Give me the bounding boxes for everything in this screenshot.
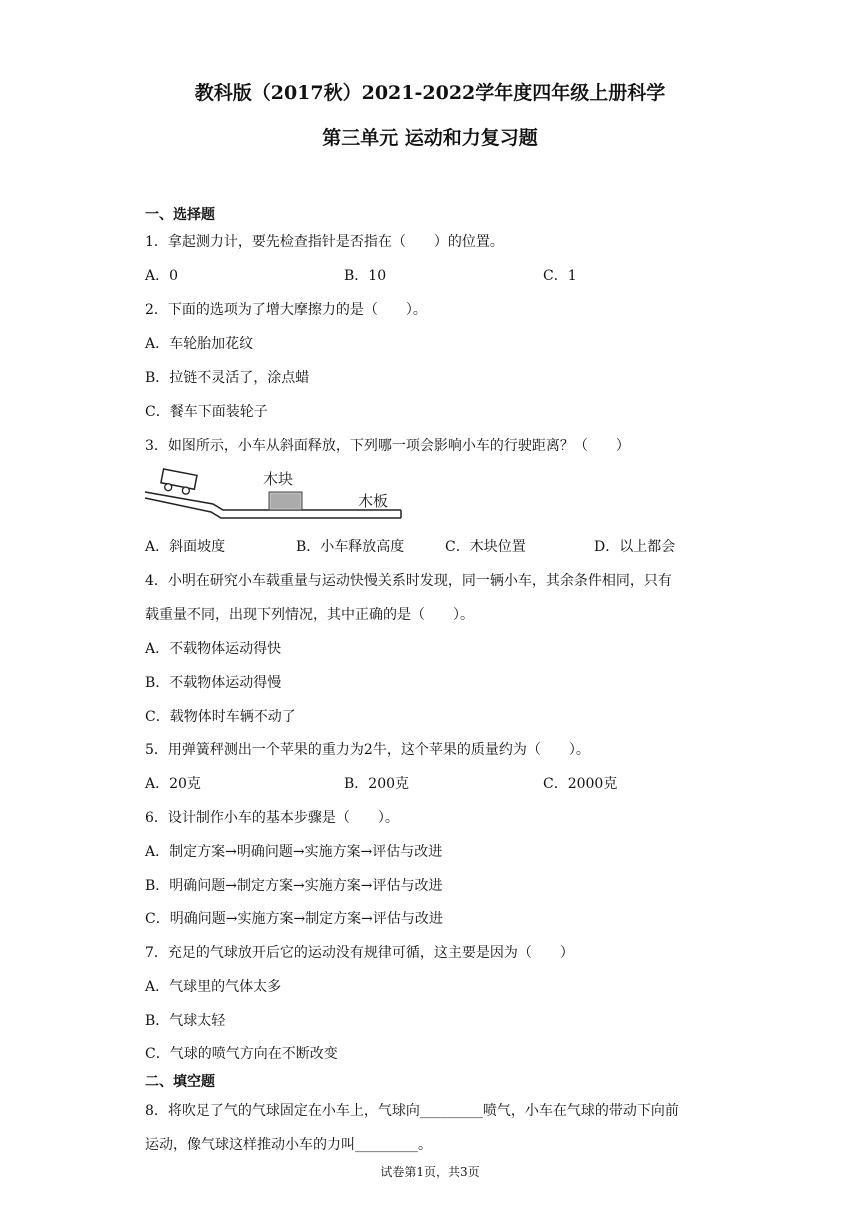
question-3-option-b: B．小车释放高度 — [296, 539, 405, 555]
question-8-line-1: 8．将吹足了气的气球固定在小车上，气球向_________喷气，小车在气球的带动下向前 — [145, 1103, 679, 1119]
title-line-1: 教科版（2017秋）2021-2022学年度四年级上册科学 — [194, 82, 666, 104]
question-7-option-b: B．气球太轻 — [145, 1013, 226, 1029]
question-3-stem: 3．如图所示，小车从斜面释放，下列哪一项会影响小车的行驶距离？（ ） — [145, 438, 630, 454]
question-5-option-b: B．200克 — [344, 776, 410, 792]
question-5-option-c: C．2000克 — [543, 776, 618, 792]
question-6-option-c: C．明确问题→实施方案→制定方案→评估与改进 — [145, 911, 443, 927]
question-3-option-d: D．以上都会 — [594, 539, 676, 555]
question-4-option-a: A．不载物体运动得快 — [145, 641, 282, 657]
section-fill-heading: 二、填空题 — [145, 1074, 215, 1090]
question-4-stem-line-1: 4．小明在研究小车载重量与运动快慢关系时发现，同一辆小车，其余条件相同，只有 — [145, 573, 672, 589]
cart-icon — [160, 469, 197, 496]
ramp-figure — [143, 462, 405, 528]
question-6-stem: 6．设计制作小车的基本步骤是（ ）。 — [145, 810, 399, 826]
question-4-stem-line-2: 载重量不同，出现下列情况，其中正确的是（ ）。 — [145, 607, 474, 623]
question-1-option-c: C．1 — [543, 268, 577, 284]
question-1-stem: 1．拿起测力计，要先检查指针是否指在（ ）的位置。 — [145, 234, 504, 250]
question-2-option-a: A．车轮胎加花纹 — [145, 336, 254, 352]
question-3-option-a: A．斜面坡度 — [145, 539, 226, 555]
question-6-option-a: A．制定方案→明确问题→实施方案→评估与改进 — [145, 844, 443, 860]
section-choice-heading: 一、选择题 — [145, 207, 215, 223]
question-2-option-c: C．餐车下面装轮子 — [145, 404, 268, 420]
question-8-line-2: 运动，像气球这样推动小车的力叫_________。 — [145, 1137, 432, 1153]
question-6-option-b: B．明确问题→制定方案→实施方案→评估与改进 — [145, 878, 443, 894]
question-2-option-b: B．拉链不灵活了，涂点蜡 — [145, 370, 310, 386]
label-block: 木块 — [263, 471, 294, 488]
question-4-option-b: B．不载物体运动得慢 — [145, 675, 282, 691]
ramp-diagram — [143, 462, 405, 528]
question-7-option-c: C．气球的喷气方向在不断改变 — [145, 1046, 338, 1062]
question-7-option-a: A．气球里的气体太多 — [145, 979, 282, 995]
question-5-stem: 5．用弹簧秤测出一个苹果的重力为2牛，这个苹果的质量约为（ ）。 — [145, 742, 590, 758]
question-1-option-b: B．10 — [344, 268, 387, 284]
question-5-option-a: A．20克 — [145, 776, 201, 792]
page-footer: 试卷第1页，共3页 — [380, 1165, 480, 1179]
question-3-option-c: C．木块位置 — [445, 539, 526, 555]
question-1-option-a: A．0 — [145, 268, 179, 284]
question-2-stem: 2．下面的选项为了增大摩擦力的是（ ）。 — [145, 302, 427, 318]
title-line-2: 第三单元 运动和力复习题 — [322, 127, 538, 149]
label-board: 木板 — [358, 493, 389, 510]
question-4-option-c: C．载物体时车辆不动了 — [145, 709, 296, 725]
question-7-stem: 7．充足的气球放开后它的运动没有规律可循，这主要是因为（ ） — [145, 945, 574, 961]
